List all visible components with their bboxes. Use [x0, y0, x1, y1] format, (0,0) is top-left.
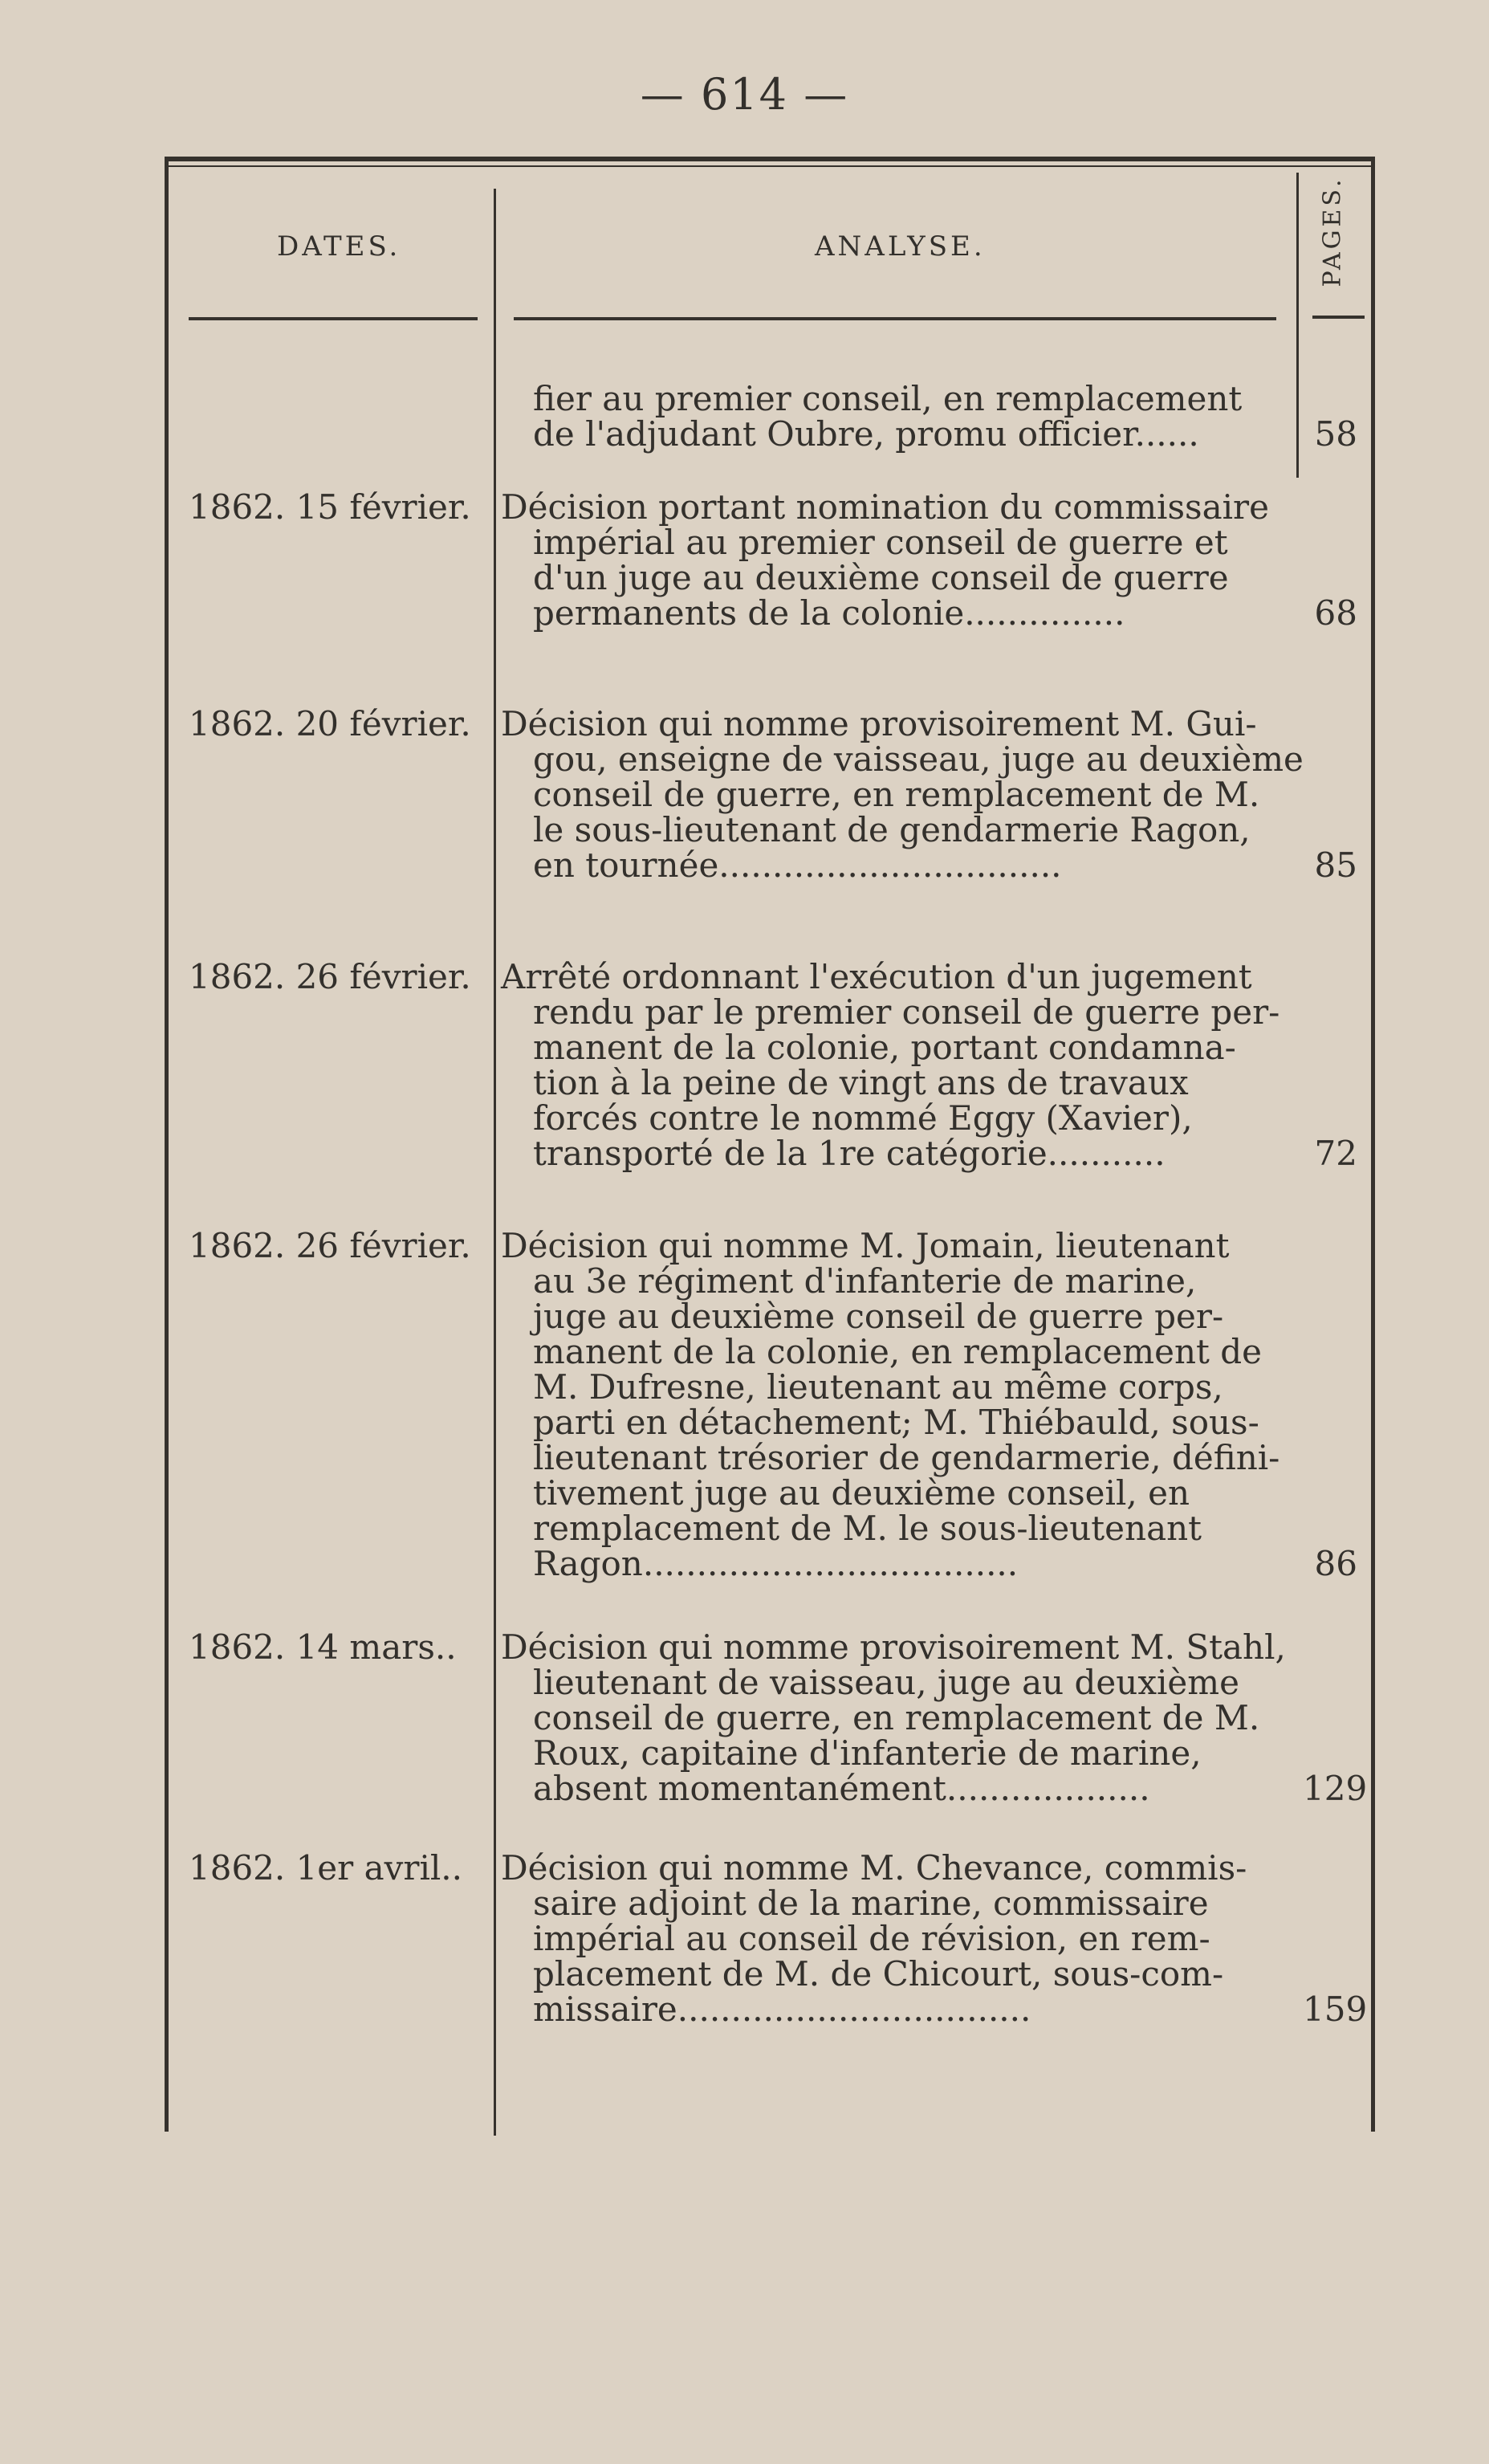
entry-analysis: Décision qui nomme provisoirement M. Gui- gou, enseigne de vaisseau, juge au deuxième conseil de guerre, en remplacement de M. le sous-lieutenant de gendarmerie Ragon, en tournée................................: [501, 704, 1304, 885]
header-rule-dates: [189, 317, 478, 320]
entry-analysis: Arrêté ordonnant l'exécution d'un jugement rendu par le premier conseil de guerre per- manent de la colonie, portant condamna- tion à la peine de vingt ans de travaux forcés contre le nommé Eggy (Xavier), transporté de la 1re catégorie...........: [501, 957, 1280, 1173]
entry-date: 1862. 15 février.: [189, 487, 471, 527]
entry-analysis: Décision qui nomme provisoirement M. Stahl, lieutenant de vaisseau, juge au deuxième conseil de guerre, en remplacement de M. Roux, capitaine d'infanterie de marine, absent momentanément...................: [501, 1627, 1286, 1808]
right-border: [1371, 157, 1375, 2132]
entry-analysis: Décision qui nomme M. Jomain, lieutenant au 3e régiment d'infanterie de marine, juge au deuxième conseil de guerre per- manent de la colonie, en remplacement de M. Dufresne, lieutenant au même corps, parti en détachement; M. Thiébauld, sous- lieutenant trésorier de gendarmerie, défini- tivement juge au deuxième conseil, en remplacement de M. le sous-lieutenant Ragon...................................: [501, 1226, 1280, 1583]
entry-date: 1862. 1er avril..: [189, 1848, 463, 1888]
index-table: [165, 157, 1375, 2132]
left-border: [165, 157, 169, 2132]
entry-analysis: fier au premier conseil, en remplacement de l'adjudant Oubre, promu officier......: [533, 379, 1243, 454]
column-divider-pages: [1296, 173, 1299, 478]
entry-page: 68: [1314, 593, 1357, 633]
header-rule-analyse: [514, 317, 1276, 320]
entry-page: 58: [1314, 414, 1357, 454]
entry-page: 72: [1314, 1134, 1357, 1173]
header-analyse: ANALYSE.: [815, 230, 986, 263]
entry-date: 1862. 14 mars..: [189, 1627, 457, 1667]
entry-page: 86: [1314, 1544, 1357, 1583]
top-thin-rule: [165, 165, 1375, 167]
entry-date: 1862. 26 février.: [189, 957, 471, 996]
top-double-rule: [165, 157, 1375, 161]
entry-date: 1862. 20 février.: [189, 704, 471, 743]
column-divider-dates: [494, 189, 496, 2136]
page-number: — 614 —: [640, 69, 849, 120]
entry-analysis: Décision qui nomme M. Chevance, commis- saire adjoint de la marine, commissaire impérial au conseil de révision, en rem- placement de M. de Chicourt, sous-com- missaire.................................: [501, 1848, 1247, 2029]
entry-date: 1862. 26 février.: [189, 1226, 471, 1265]
header-dates: DATES.: [277, 230, 401, 263]
header-rule-pages: [1312, 316, 1365, 319]
entry-page: 129: [1303, 1769, 1368, 1808]
entry-page: 159: [1303, 1990, 1368, 2029]
header-pages: PAGES.: [1318, 176, 1347, 287]
entry-page: 85: [1314, 845, 1357, 885]
entry-analysis: Décision portant nomination du commissaire impérial au premier conseil de guerre et d'un juge au deuxième conseil de guerre permanents de la colonie...............: [501, 487, 1269, 633]
